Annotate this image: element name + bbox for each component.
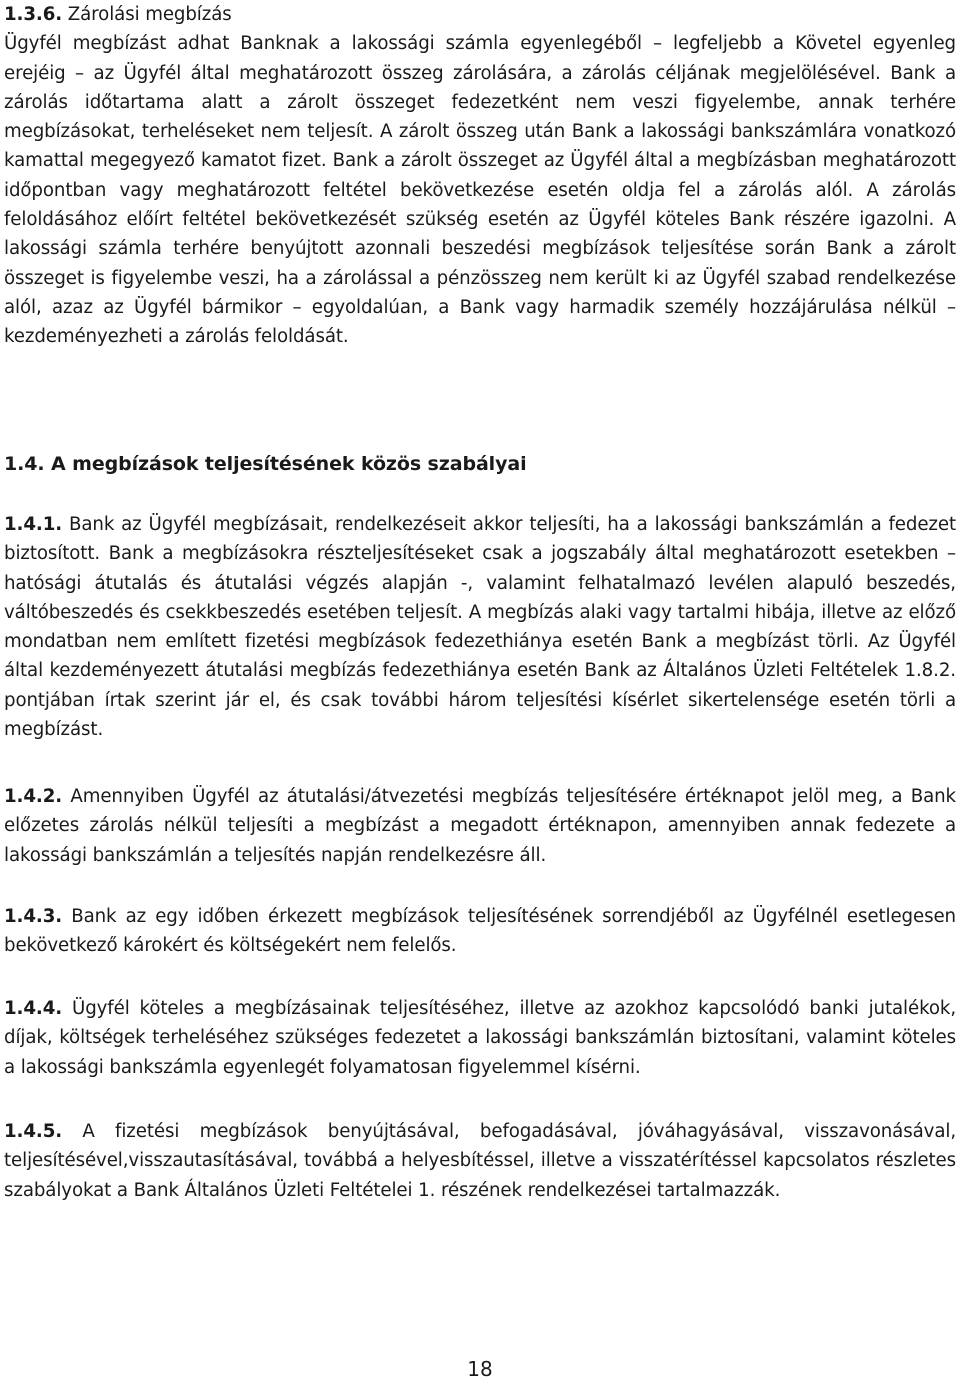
section-1-3-6-heading (4, 0, 956, 29)
paragraph-text: Bank az Ügyfél megbízásait, rendelkezéseit akkor teljesíti, ha a lakossági bankszámlán a fedezet biztosított. Bank a megbízásokra részteljesítéseket csak a jogszabály által meghatározott esetekben – hatósági átutalás és átutalási végzés alapján -, valamint felhatalmazó levélen alapuló beszedés, váltóbeszedés és csekkbeszedés esetében teljesít. A megbízás alaki vagy tartalmi hibája, illetve az előző mondatban nem említett fizetési megbízások fedezethiánya esetén Bank a megbízást törli. Az Ügyfél által kezdeményezett átutalási megbízás fedezethiánya esetén Bank az Általános Üzleti Feltételek 1.8.2. pontjában írtak szerint jár el, és csak további három teljesítési kísérlet sikertelensége esetén törli a megbízást. (4, 514, 957, 741)
section-1-4-1 (4, 510, 956, 744)
paragraph-text: Amennyiben Ügyfél az átutalási/átvezetési megbízás teljesítésére értéknapot jelöl meg, a Bank előzetes zárolás nélkül teljesíti a megbízást a megadott értéknapon, amennyiben annak fedezete a lakossági bankszámlán a teljesítés napján rendelkezésre áll. (4, 786, 956, 866)
section-1-4 (4, 449, 956, 479)
page-number: 18 (467, 1357, 493, 1381)
section-number: 1.4.4. (4, 998, 63, 1019)
section-number: 1.4. (4, 453, 45, 475)
section-number: 1.4.2. (4, 786, 63, 807)
paragraph-text: Bank az egy időben érkezett megbízások teljesítésének sorrendjéből az Ügyfélnél esetlegesen bekövetkező károkért és költségekért nem felelős. (4, 906, 956, 957)
section-number: 1.3.6. (4, 4, 63, 25)
paragraph-text: A fizetési megbízások benyújtásával, befogadásával, jóváhagyásával, visszavonásával, teljesítésével,visszautasításával, továbbá a helyesbítéssel, illetve a visszatérítéssel kapcsolatos részletes szabályokat a Bank Általános Üzleti Feltételei 1. részének rendelkezései tartalmazzák. (4, 1121, 956, 1201)
section-title: A megbízások teljesítésének közös szabályai (51, 453, 527, 475)
paragraph (4, 1117, 956, 1205)
section-number: 1.4.5. (4, 1121, 63, 1142)
section-1-4-3 (4, 902, 956, 961)
paragraph-text: Ügyfél köteles a megbízásainak teljesítéséhez, illetve az azokhoz kapcsolódó banki jutalékok, díjak, költségek terheléséhez szükséges fedezetet a lakossági bankszámlán biztosítani, valamint köteles a lakossági bankszámla egyenlegét folyamatosan figyelemmel kísérni. (4, 998, 957, 1078)
section-1-4-2 (4, 782, 956, 870)
paragraph (4, 510, 956, 744)
paragraph (4, 782, 956, 870)
section-1-4-heading (4, 449, 956, 479)
section-number: 1.4.3. (4, 906, 63, 927)
section-1-4-5 (4, 1117, 956, 1205)
section-1-4-4 (4, 994, 956, 1082)
section-1-3-6 (4, 0, 956, 352)
paragraph (4, 994, 956, 1082)
section-1-3-6-body: Ügyfél megbízást adhat Banknak a lakossági számla egyenlegéből – legfeljebb a Követel egyenleg erejéig – az Ügyfél által meghatározott összeg zárolására, a zárolás céljának megjelölésével. Bank a zárolás időtartama alatt a zárolt összeget fedezetként nem veszi figyelembe, annak terhére megbízásokat, terheléseket nem teljesít. A zárolt összeg után Bank a lakossági bankszámlára vonatkozó kamattal megegyező kamatot fizet. Bank a zárolt összeget az Ügyfél által a megbízásban meghatározott időpontban vagy meghatározott feltétel bekövetkezése esetén oldja fel a zárolás alól. A zárolás feloldásához előírt feltétel bekövetkezését szükség esetén az Ügyfél köteles Bank részére igazolni. A lakossági számla terhére benyújtott azonnali beszedési megbízások teljesítése során Bank a zárolt összeget is figyelembe veszi, ha a zárolással a pénzösszeg nem került ki az Ügyfél szabad rendelkezése alól, azaz az Ügyfél bármikor – egyoldalúan, a Bank vagy harmadik személy hozzájárulása nélkül – kezdeményezheti a zárolás feloldását. (4, 33, 956, 348)
section-number: 1.4.1. (4, 514, 63, 535)
paragraph (4, 902, 956, 961)
section-title: Zárolási megbízás (67, 4, 232, 25)
